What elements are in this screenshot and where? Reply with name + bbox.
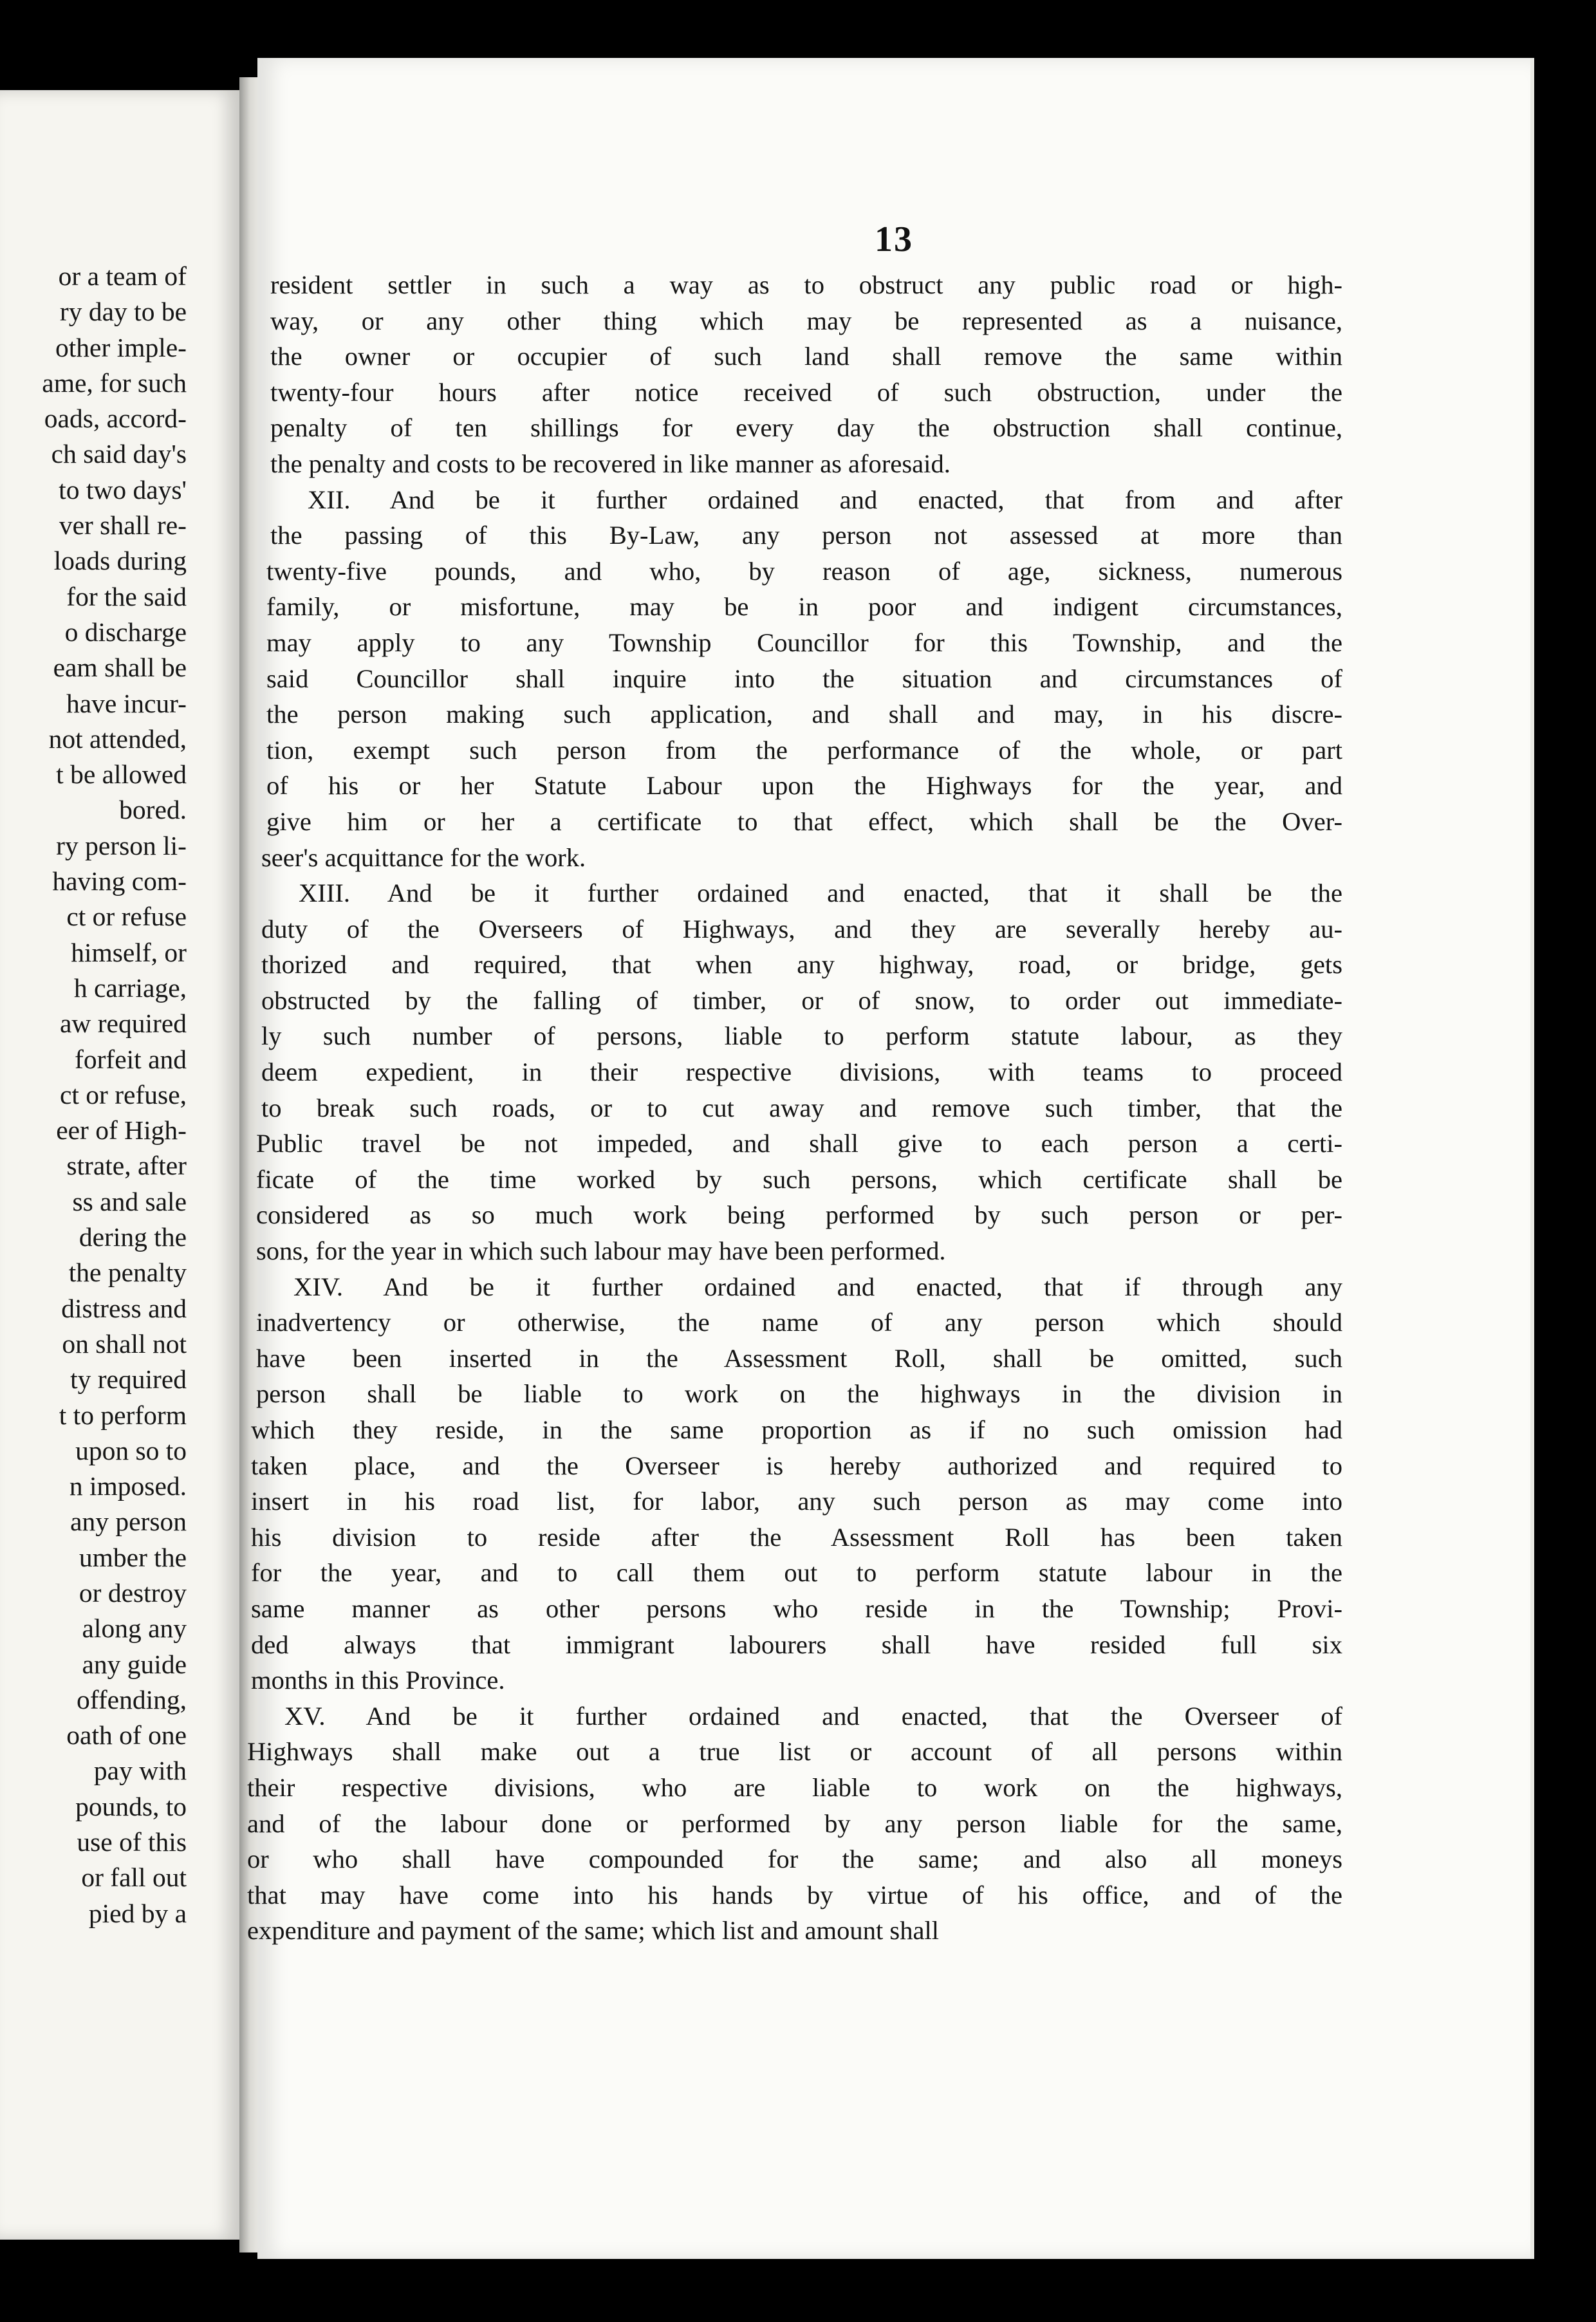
text-line: insert in his road list, for labor, any such person as may come into <box>251 1487 1342 1516</box>
text-line: their respective divisions, who are liable to work on the highways, <box>247 1772 1342 1802</box>
text-line: of his or her Statute Labour upon the Highways for the year, and <box>266 771 1342 801</box>
left-fragment-line: ver shall re- <box>59 510 187 541</box>
text-line: for the year, and to call them out to perform statute labour in the <box>251 1558 1342 1588</box>
left-fragment-line: or destroy <box>79 1577 187 1608</box>
text-line: the passing of this By-Law, any person not assessed at more than <box>270 521 1342 550</box>
left-fragment-line: t be allowed <box>56 759 187 790</box>
left-fragment-line: any person <box>70 1507 187 1537</box>
text-line: penalty of ten shillings for every day the obstruction shall continue, <box>270 413 1342 443</box>
text-line: XV. And be it further ordained and enacted, that the Overseer of <box>284 1701 1342 1731</box>
left-fragment-line: o discharge <box>64 617 187 647</box>
body-text <box>247 267 1342 1949</box>
text-line: sons, for the year in which such labour may have been performed. <box>256 1236 946 1266</box>
left-fragment-line: other imple- <box>55 332 187 362</box>
text-line: to break such roads, or to cut away and remove such timber, that the <box>261 1093 1342 1122</box>
left-fragment-line: to two days' <box>59 474 187 505</box>
text-line: thorized and required, that when any highway, road, or bridge, gets <box>261 950 1342 980</box>
text-line: months in this Province. <box>251 1666 505 1695</box>
left-fragment-line: have incur- <box>66 688 187 718</box>
left-fragment-line: strate, after <box>66 1151 187 1181</box>
left-fragment-line: for the said <box>66 581 187 611</box>
left-fragment-line: h carriage, <box>73 972 187 1003</box>
left-fragment-line: pied by a <box>88 1898 187 1928</box>
left-fragment-line: ry person li- <box>56 830 187 860</box>
text-line: ly such number of persons, liable to perform statute labour, as they <box>261 1021 1342 1051</box>
left-fragment-line: any guide <box>82 1649 187 1679</box>
left-fragment-line: n imposed. <box>69 1471 187 1501</box>
text-line: deem expedient, in their respective divisions, with teams to proceed <box>261 1057 1342 1087</box>
text-line: may apply to any Township Councillor for this Township, and the <box>266 627 1342 657</box>
text-line: XII. And be it further ordained and enacted, that from and after <box>308 485 1342 514</box>
text-line: inadvertency or otherwise, the name of any person which should <box>256 1308 1342 1337</box>
text-line: way, or any other thing which may be represented as a nuisance, <box>270 306 1342 335</box>
left-fragment-line: ty required <box>70 1364 187 1395</box>
left-fragment-line: offending, <box>77 1684 187 1714</box>
text-line: twenty-four hours after notice received of such obstruction, under the <box>270 377 1342 407</box>
text-line: that may have come into his hands by virtue of his office, and of the <box>247 1880 1342 1909</box>
left-fragment-line: ry day to be <box>59 297 187 327</box>
left-fragment-line: pay with <box>93 1756 187 1786</box>
text-line: XIII. And be it further ordained and enacted, that it shall be the <box>299 878 1342 908</box>
text-line: ded always that immigrant labourers shall have resided full six <box>251 1630 1342 1659</box>
left-fragment-line: upon so to <box>75 1435 187 1465</box>
text-line: resident settler in such a way as to obstruct any public road or high- <box>270 270 1342 299</box>
text-line: Highways shall make out a true list or account of all persons within <box>247 1737 1342 1767</box>
left-fragment-line: dering the <box>79 1222 187 1252</box>
text-line: seer's acquittance for the work. <box>261 842 586 872</box>
left-fragment-line: having com- <box>52 866 187 896</box>
left-fragment-line: aw required <box>59 1008 187 1039</box>
text-line: considered as so much work being performed by such person or per- <box>256 1200 1342 1230</box>
left-fragment-line: eam shall be <box>53 653 187 683</box>
text-line: expenditure and payment of the same; which list and amount shall <box>247 1916 940 1946</box>
left-fragment-line: distress and <box>61 1293 187 1323</box>
text-line: give him or her a certificate to that effect, which shall be the Over- <box>266 806 1342 836</box>
text-line: or who shall have compounded for the same; and also all moneys <box>247 1844 1342 1874</box>
text-line: the person making such application, and shall and may, in his discre- <box>266 700 1342 729</box>
left-fragment-line: use of this <box>77 1827 187 1857</box>
left-fragment-line: ct or refuse, <box>59 1079 187 1110</box>
left-fragment-line: ame, for such <box>42 367 187 398</box>
left-fragment-line: or fall out <box>81 1862 187 1893</box>
text-line: person shall be liable to work on the highways in the division in <box>256 1379 1342 1409</box>
page-number: 13 <box>875 219 913 259</box>
text-line: and of the labour done or performed by any person liable for the same, <box>247 1808 1342 1838</box>
text-line: taken place, and the Overseer is hereby authorized and required to <box>251 1451 1342 1480</box>
left-fragment-line: oads, accord- <box>44 404 187 434</box>
text-line: XIV. And be it further ordained and enacted, that if through any <box>293 1272 1342 1301</box>
left-page-text-fragments <box>0 259 187 1931</box>
text-line: which they reside, in the same proportion as if no such omission had <box>251 1415 1342 1444</box>
left-fragment-line: t to perform <box>59 1400 187 1430</box>
left-fragment-line: not attended, <box>48 723 187 754</box>
left-fragment-line: the penalty <box>68 1258 187 1288</box>
text-line: have been inserted in the Assessment Roll, shall be omitted, such <box>256 1343 1342 1373</box>
left-fragment-line: or a team of <box>58 261 187 291</box>
left-fragment-line: along any <box>82 1613 187 1644</box>
text-line: the owner or occupier of such land shall remove the same within <box>270 342 1342 371</box>
left-fragment-line: pounds, to <box>75 1791 187 1821</box>
text-line: same manner as other persons who reside in the Township; Provi- <box>251 1593 1342 1623</box>
text-line: Public travel be not impeded, and shall give to each person a certi- <box>256 1129 1342 1158</box>
text-line: duty of the Overseers of Highways, and they are severally hereby au- <box>261 914 1342 943</box>
left-fragment-line: on shall not <box>62 1328 187 1359</box>
left-facing-page <box>0 90 239 2240</box>
text-line: his division to reside after the Assessment Roll has been taken <box>251 1522 1342 1552</box>
right-page <box>247 58 1530 2259</box>
text-line: family, or misfortune, may be in poor and indigent circumstances, <box>266 592 1342 622</box>
text-line: said Councillor shall inquire into the situation and circumstances of <box>266 664 1342 693</box>
left-fragment-line: umber the <box>79 1542 187 1572</box>
left-fragment-line: oath of one <box>66 1720 187 1751</box>
text-line: twenty-five pounds, and who, by reason of age, sickness, numerous <box>266 556 1342 586</box>
text-line: the penalty and costs to be recovered in like manner as aforesaid. <box>270 449 951 478</box>
left-fragment-line: ch said day's <box>51 439 187 469</box>
text-line: obstructed by the falling of timber, or of snow, to order out immediate- <box>261 985 1342 1015</box>
left-fragment-line: bored. <box>119 795 187 825</box>
left-fragment-line: eer of High- <box>56 1115 187 1146</box>
left-fragment-line: ss and sale <box>72 1186 187 1216</box>
left-fragment-line: ct or refuse <box>66 902 187 932</box>
text-line: tion, exempt such person from the performance of the whole, or part <box>266 735 1342 765</box>
text-line: ficate of the time worked by such persons, which certificate shall be <box>256 1164 1342 1194</box>
left-fragment-line: forfeit and <box>75 1044 187 1074</box>
left-fragment-line: loads during <box>53 546 187 576</box>
left-fragment-line: himself, or <box>71 937 187 967</box>
